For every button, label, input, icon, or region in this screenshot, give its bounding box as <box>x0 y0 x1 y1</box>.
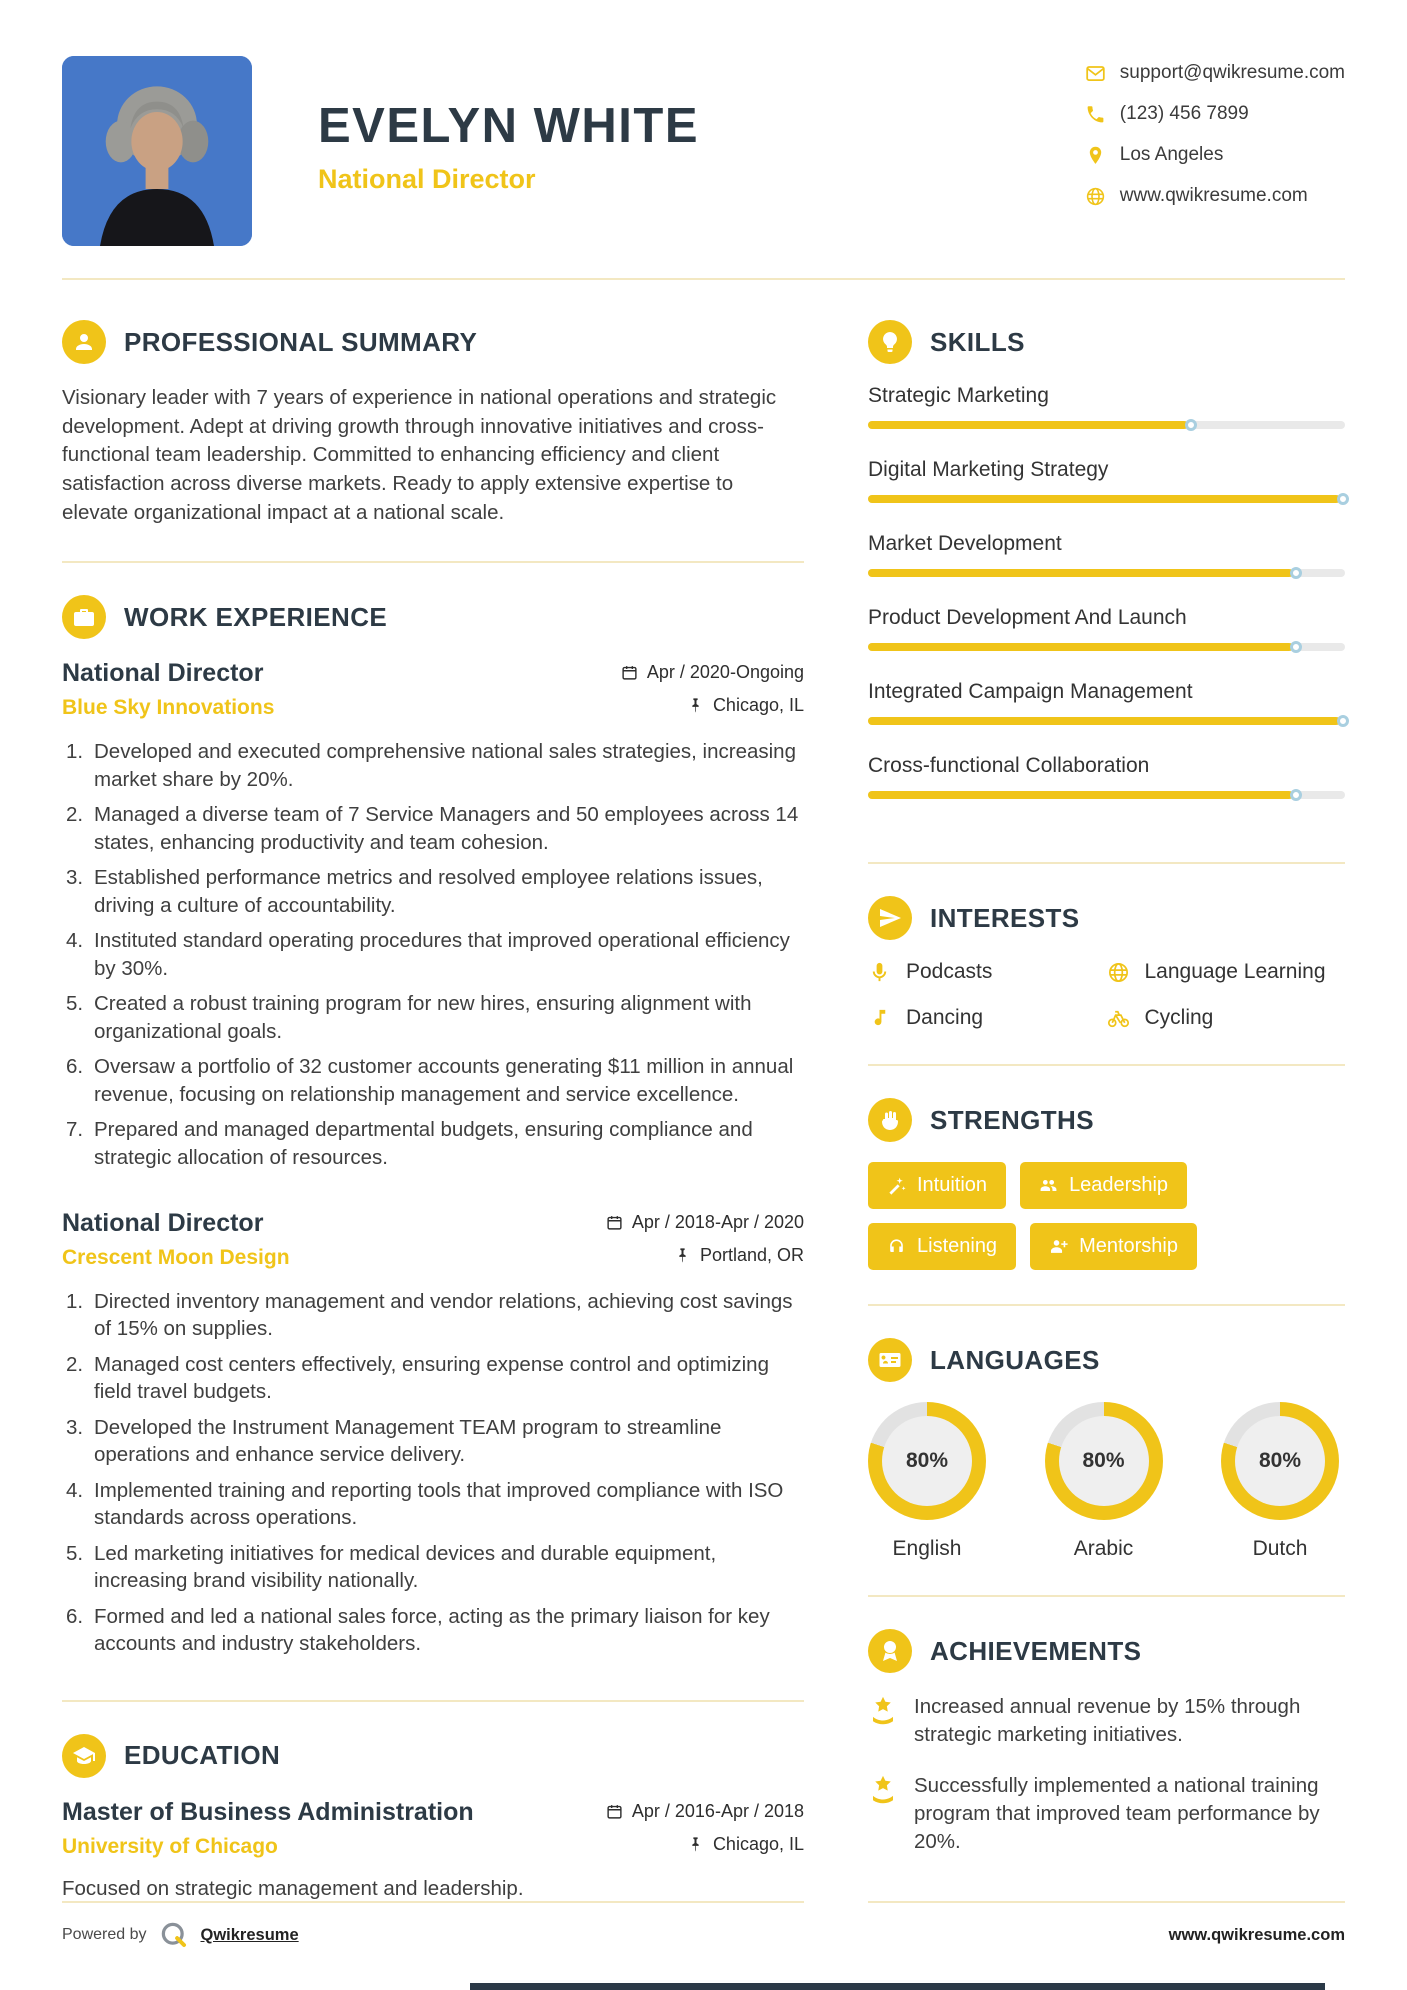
skill-bar-track <box>868 495 1345 503</box>
skills-title: SKILLS <box>930 326 1025 357</box>
skill-bar-handle <box>1337 715 1349 727</box>
company-name: Blue Sky Innovations <box>62 696 275 720</box>
skill-label: Cross-functional Collaboration <box>868 754 1150 777</box>
mail-icon <box>1085 63 1106 84</box>
section-divider <box>62 561 804 563</box>
calendar-icon <box>621 664 638 681</box>
skill-label: Market Development <box>868 532 1062 555</box>
section-divider <box>868 1595 1345 1597</box>
skills-section <box>868 320 1345 828</box>
strength-label: Listening <box>917 1235 998 1257</box>
contact-phone <box>1085 103 1345 125</box>
skill-bar-fill <box>868 791 1293 799</box>
language-item <box>1045 1402 1163 1561</box>
headphones-icon <box>887 1237 906 1256</box>
experience-title: WORK EXPERIENCE <box>124 601 388 632</box>
interests-heading <box>868 896 1345 940</box>
education-section <box>62 1734 804 1901</box>
column-bottom-divider <box>62 1901 804 1903</box>
skill-item <box>868 532 1345 577</box>
id-card-icon <box>868 1338 912 1382</box>
briefcase-icon <box>62 595 106 639</box>
strengths-title: STRENGTHS <box>930 1104 1094 1135</box>
skill-bar-handle <box>1337 493 1349 505</box>
skill-item <box>868 754 1345 799</box>
phone-icon <box>1085 104 1106 125</box>
summary-text: Visionary leader with 7 years of experience in national operations and strategic development. Adept at driving growth through innovative initiatives and cross-functional team leadership. Committed to enhancing efficiency and client satisfaction across diverse markets. Ready to apply extensive expertise to elevate organizational impact at a national scale. <box>62 386 777 524</box>
strength-chip <box>868 1223 1016 1270</box>
experience-bullet: Oversaw a portfolio of 32 customer accounts generating $11 million in annual revenue, focusing on relationship management and service excellence. <box>94 1055 794 1106</box>
interest-label: Language Learning <box>1144 960 1326 983</box>
experience-bullet: Developed the Instrument Management TEAM program to streamline operations and enhance service delivery. <box>94 1415 722 1467</box>
interest-item <box>1107 1006 1346 1030</box>
school-name: University of Chicago <box>62 1834 278 1858</box>
powered-by-label: Powered by <box>62 1926 147 1943</box>
job-dates-text: Apr / 2018-Apr / 2020 <box>631 1212 804 1232</box>
experience-bullet: Established performance metrics and resolved employee relations issues, driving a culture of accountability. <box>94 866 763 917</box>
job-header-row <box>62 1209 804 1238</box>
skill-bar-fill <box>868 421 1188 429</box>
section-divider <box>868 862 1345 864</box>
language-item <box>1221 1402 1339 1561</box>
job-subheader-row <box>62 1238 804 1270</box>
section-divider <box>868 1064 1345 1066</box>
location-icon <box>1085 145 1106 166</box>
strength-chip <box>1020 1162 1187 1209</box>
contact-website <box>1085 185 1345 207</box>
pushpin-icon <box>687 1836 704 1853</box>
profile-photo <box>62 56 252 246</box>
qwikresume-link[interactable]: Qwikresume <box>200 1925 299 1944</box>
language-percent: 80% <box>882 1416 972 1506</box>
contact-list <box>1085 56 1345 226</box>
content-columns <box>0 280 1407 1903</box>
globe-icon <box>1107 961 1130 984</box>
education-subheader-row <box>62 1827 804 1859</box>
education-heading <box>62 1734 804 1778</box>
contact-website-text[interactable]: www.qwikresume.com <box>1119 185 1308 206</box>
languages-title: LANGUAGES <box>930 1344 1100 1375</box>
experience-bullet: Implemented training and reporting tools that improved compliance with ISO standards across operations. <box>94 1478 784 1530</box>
pushpin-icon <box>687 697 704 714</box>
award-icon <box>868 1774 898 1804</box>
powered-by <box>62 1920 299 1950</box>
job-entry <box>62 1209 804 1658</box>
job-location-text: Chicago, IL <box>712 695 804 716</box>
identity-block <box>318 56 699 195</box>
skill-item <box>868 680 1345 725</box>
job-bullet-list <box>62 1288 804 1658</box>
strengths-section <box>868 1098 1345 1270</box>
column-bottom-divider <box>868 1901 1345 1903</box>
section-divider <box>868 1304 1345 1306</box>
language-label: Arabic <box>1073 1537 1134 1560</box>
calendar-icon <box>606 1214 623 1231</box>
education-location-text: Chicago, IL <box>712 1833 804 1854</box>
experience-bullet: Created a robust training program for new hires, ensuring alignment with organizational goals. <box>94 992 752 1043</box>
skill-item <box>868 384 1345 429</box>
skill-bar-handle <box>1185 419 1197 431</box>
language-percent: 80% <box>1235 1416 1325 1506</box>
strengths-chips <box>868 1162 1345 1270</box>
mentor-icon <box>1049 1237 1068 1256</box>
education-title: EDUCATION <box>124 1740 281 1771</box>
contact-location <box>1085 144 1345 166</box>
skill-bar-fill <box>868 643 1293 651</box>
degree-title: Master of Business Administration <box>62 1797 474 1826</box>
contact-phone-text: (123) 456 7899 <box>1119 103 1249 124</box>
skill-bar-track <box>868 569 1345 577</box>
interest-item <box>868 960 1107 984</box>
summary-section <box>62 320 804 527</box>
education-header-row <box>62 1798 804 1827</box>
skill-bar-fill <box>868 717 1340 725</box>
contact-location-text: Los Angeles <box>1119 144 1224 165</box>
skill-bar-handle <box>1290 567 1302 579</box>
interests-section <box>868 896 1345 1030</box>
contact-email-text[interactable]: support@qwikresume.com <box>1119 62 1345 83</box>
interest-label: Podcasts <box>906 960 993 983</box>
microphone-icon <box>868 961 891 984</box>
languages-row <box>868 1402 1345 1561</box>
interest-item <box>1107 960 1346 984</box>
language-donut <box>1221 1402 1339 1520</box>
experience-section <box>62 595 804 1665</box>
company-name: Crescent Moon Design <box>62 1246 290 1269</box>
bicycle-icon <box>1107 1007 1130 1030</box>
strengths-heading <box>868 1098 1345 1142</box>
languages-section <box>868 1338 1345 1561</box>
strength-label: Intuition <box>917 1174 988 1196</box>
experience-bullet: Developed and executed comprehensive national sales strategies, increasing market share by 20%. <box>94 740 796 791</box>
job-location-text: Portland, OR <box>699 1245 804 1265</box>
footer-site-link[interactable]: www.qwikresume.com <box>1168 1925 1345 1944</box>
experience-bullet: Instituted standard operating procedures that improved operational efficiency by 30%. <box>94 929 790 980</box>
experience-bullet: Managed cost centers effectively, ensuring expense control and optimizing field travel budgets. <box>94 1352 769 1404</box>
education-location <box>687 1834 804 1855</box>
job-location <box>687 695 804 716</box>
language-donut <box>868 1402 986 1520</box>
interests-grid <box>868 960 1345 1030</box>
strength-label: Mentorship <box>1079 1235 1178 1257</box>
skill-label: Digital Marketing Strategy <box>868 458 1109 481</box>
person-name: EVELYN WHITE <box>318 99 700 153</box>
job-header-row <box>62 659 804 688</box>
lightbulb-icon <box>868 320 912 364</box>
skill-bar-track <box>868 643 1345 651</box>
skill-bar-track <box>868 717 1345 725</box>
job-dates <box>621 662 804 683</box>
education-entry <box>62 1798 804 1901</box>
job-dates-text: Apr / 2020-Ongoing <box>646 662 804 683</box>
achievement-text: Increased annual revenue by 15% through strategic marketing initiatives. <box>914 1695 1301 1746</box>
right-column <box>868 320 1345 1903</box>
skill-bar-track <box>868 421 1345 429</box>
strength-label: Leadership <box>1069 1174 1169 1196</box>
languages-heading <box>868 1338 1345 1382</box>
interest-label: Dancing <box>906 1006 984 1029</box>
achievement-item <box>868 1693 1345 1748</box>
skill-bar-fill <box>868 495 1340 503</box>
language-item <box>868 1402 986 1561</box>
interests-title: INTERESTS <box>930 902 1080 933</box>
left-column <box>62 320 804 1903</box>
skill-bar-handle <box>1290 641 1302 653</box>
job-subheader-row <box>62 688 804 720</box>
skill-bar-fill <box>868 569 1293 577</box>
job-bullet-list <box>62 738 804 1171</box>
skill-item <box>868 606 1345 651</box>
skill-bar-track <box>868 791 1345 799</box>
language-label: Dutch <box>1252 1537 1308 1560</box>
job-title: National Director <box>62 1209 264 1237</box>
achievements-section <box>868 1629 1345 1879</box>
person-icon <box>62 320 106 364</box>
graduation-cap-icon <box>62 1734 106 1778</box>
achievements-title: ACHIEVEMENTS <box>930 1635 1142 1666</box>
achievements-heading <box>868 1629 1345 1673</box>
strength-chip <box>1030 1223 1197 1270</box>
experience-bullet: Managed a diverse team of 7 Service Managers and 50 employees across 14 states, enhancing productivity and team cohesion. <box>94 803 799 854</box>
education-description: Focused on strategic management and leadership. <box>62 1876 524 1900</box>
summary-heading <box>62 320 804 364</box>
experience-bullet: Directed inventory management and vendor relations, achieving cost savings of 15% on supplies. <box>94 1290 793 1341</box>
header <box>0 0 1407 246</box>
avatar-illustration <box>62 56 252 246</box>
fist-icon <box>868 1098 912 1142</box>
qwikresume-logo-icon <box>159 1920 189 1950</box>
wand-icon <box>887 1176 906 1195</box>
experience-heading <box>62 595 804 639</box>
experience-bullet: Formed and led a national sales force, acting as the primary liaison for key accounts and industry stakeholders. <box>94 1604 770 1656</box>
skill-bar-handle <box>1290 789 1302 801</box>
pushpin-icon <box>674 1247 691 1264</box>
interest-item <box>868 1006 1107 1030</box>
award-icon <box>868 1695 898 1725</box>
job-entry <box>62 659 804 1171</box>
paper-plane-icon <box>868 896 912 940</box>
language-percent: 80% <box>1059 1416 1149 1506</box>
strength-chip <box>868 1162 1006 1209</box>
achievement-item <box>868 1772 1345 1855</box>
language-label: English <box>892 1537 962 1560</box>
summary-title: PROFESSIONAL SUMMARY <box>124 326 478 357</box>
job-title: National Director <box>62 659 264 688</box>
calendar-icon <box>606 1803 623 1820</box>
skill-label: Integrated Campaign Management <box>868 680 1193 703</box>
section-divider <box>62 1700 804 1702</box>
experience-bullet: Prepared and managed departmental budgets, ensuring compliance and strategic allocation of resources. <box>94 1118 753 1169</box>
language-donut <box>1045 1402 1163 1520</box>
music-note-icon <box>868 1007 891 1030</box>
skills-heading <box>868 320 1345 364</box>
globe-icon <box>1085 186 1106 207</box>
bottom-accent-bar <box>470 1983 1325 1990</box>
footer <box>62 1920 1345 1950</box>
experience-bullet: Led marketing initiatives for medical devices and durable equipment, increasing brand visibility nationally. <box>94 1541 717 1593</box>
medal-icon <box>868 1629 912 1673</box>
education-dates-text: Apr / 2016-Apr / 2018 <box>631 1800 804 1821</box>
skill-item <box>868 458 1345 503</box>
skill-label: Strategic Marketing <box>868 384 1049 407</box>
people-icon <box>1039 1176 1058 1195</box>
achievement-text: Successfully implemented a national training program that improved team performance by 20%. <box>914 1774 1320 1853</box>
interest-label: Cycling <box>1144 1006 1214 1029</box>
person-title: National Director <box>318 164 536 194</box>
contact-email <box>1085 62 1345 84</box>
job-dates <box>606 1212 804 1233</box>
job-location <box>674 1245 804 1266</box>
education-dates <box>606 1801 804 1822</box>
skill-label: Product Development And Launch <box>868 606 1187 629</box>
